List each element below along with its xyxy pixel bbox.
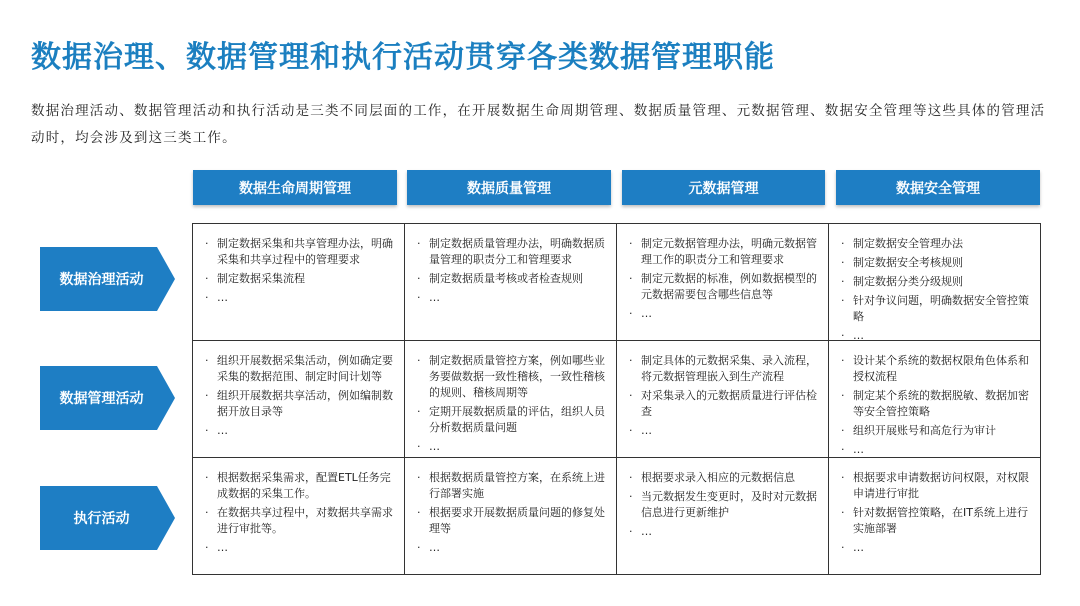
list-item: · 制定元数据管理办法，明确元数据管理工作的职责分工和管理要求 [627,236,822,268]
list-item: · 根据数据质量管控方案，在系统上进行部署实施 [415,470,610,502]
list-item: · 在数据共享过程中，对数据共享需求进行审批等。 [203,505,398,537]
list-item: · 根据要求录入相应的元数据信息 [627,470,822,486]
intro-paragraph: 数据治理活动、数据管理活动和执行活动是三类不同层面的工作，在开展数据生命周期管理、数据质量管理、元数据管理、数据安全管理等这些具体的管理活动时，均会涉及到这三类工作。 [31,103,1046,146]
page-title: 数据治理、数据管理和执行活动贯穿各类数据管理职能 [31,40,775,75]
list-item: · 组织开展数据共享活动，例如编制数据开放目录等 [203,388,398,420]
list-item: · … [415,290,610,306]
row-header-governance-label: 数据治理活动 [59,272,144,288]
list-item: · 制定数据采集和共享管理办法，明确采集和共享过程中的管理要求 [203,236,398,268]
list-item: · … [203,423,398,439]
list-item: · 制定具体的元数据采集、录入流程，将元数据管理嵌入到生产流程 [627,353,822,385]
list-item: · 制定数据质量管控方案，例如哪些业务要做数据一致性稽核，一致性稽核的规则、稽核周期等 [415,353,610,401]
column-header-lifecycle: 数据生命周期管理 [193,170,397,205]
list-item: · 组织开展账号和高危行为审计 [839,423,1034,439]
cell-execution-security [829,458,1040,574]
list-item: · … [203,540,398,556]
cell-execution-quality [405,458,617,574]
cell-execution-metadata [617,458,829,574]
list-item: · … [415,439,610,455]
list-item: · 设计某个系统的数据权限角色体系和授权流程 [839,353,1034,385]
cell-governance-quality [405,224,617,341]
cell-governance-metadata [617,224,829,341]
list-item: · 根据数据采集需求，配置ETL任务完成数据的采集工作。 [203,470,398,502]
row-header-management [40,366,175,430]
list-item: · 组织开展数据采集活动，例如确定要采集的数据范围、制定时间计划等 [203,353,398,385]
list-item: · … [839,328,1034,341]
row-header-execution [40,486,175,550]
list-item: · 制定数据质量管理办法，明确数据质量管理的职责分工和管理要求 [415,236,610,268]
list-item: · … [627,524,822,540]
list-item: · 制定数据质量考核或者检查规则 [415,271,610,287]
cell-management-metadata [617,341,829,458]
column-header-security: 数据安全管理 [836,170,1040,205]
cell-management-lifecycle [193,341,405,458]
list-item: · 当元数据发生变更时，及时对元数据信息进行更新维护 [627,489,822,521]
row-header-management-label: 数据管理活动 [59,391,144,407]
cell-execution-lifecycle [193,458,405,574]
list-item: · 对采集录入的元数据质量进行评估检查 [627,388,822,420]
list-item: · 制定数据分类分级规则 [839,274,1034,290]
list-item: · 根据要求申请数据访问权限，对权限申请进行审批 [839,470,1034,502]
list-item: · 制定某个系统的数据脱敏、数据加密等安全管控策略 [839,388,1034,420]
list-item: · 制定数据安全管理办法 [839,236,1034,252]
list-item: · 针对数据管控策略，在IT系统上进行实施部署 [839,505,1034,537]
list-item: · … [415,540,610,556]
row-header-governance [40,247,175,311]
cell-governance-security [829,224,1040,341]
column-header-metadata: 元数据管理 [622,170,825,205]
list-item: · … [839,540,1034,556]
row-header-execution-label: 执行活动 [73,511,130,527]
list-item: · 制定数据采集流程 [203,271,398,287]
list-item: · … [203,290,398,306]
cell-management-quality [405,341,617,458]
list-item: · 根据要求开展数据质量问题的修复处理等 [415,505,610,537]
list-item: · 针对争议问题，明确数据安全管控策略 [839,293,1034,325]
cell-governance-lifecycle [193,224,405,341]
list-item: · 定期开展数据质量的评估，组织人员分析数据质量问题 [415,404,610,436]
activity-matrix [192,223,1041,575]
column-header-quality: 数据质量管理 [407,170,611,205]
list-item: · 制定数据安全考核规则 [839,255,1034,271]
list-item: · … [839,442,1034,458]
list-item: · 制定元数据的标准，例如数据模型的元数据需要包含哪些信息等 [627,271,822,303]
cell-management-security [829,341,1040,458]
list-item: · … [627,306,822,322]
list-item: · … [627,423,822,439]
